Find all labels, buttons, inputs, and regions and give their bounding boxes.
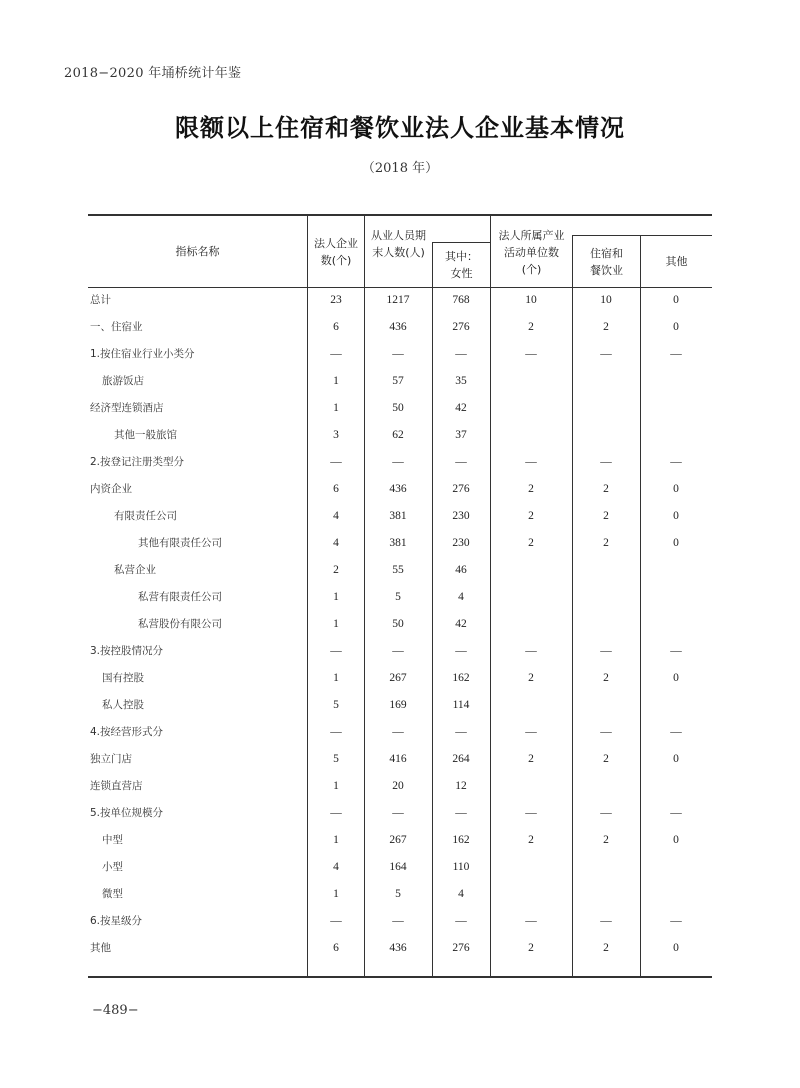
row-value: 0 (673, 321, 679, 333)
row-value: 5 (333, 753, 339, 765)
table-row (88, 773, 712, 800)
row-value: — (455, 726, 467, 738)
row-value: 1 (333, 780, 339, 792)
row-value: 768 (452, 294, 470, 306)
row-value: 436 (389, 483, 407, 495)
row-value: — (455, 645, 467, 657)
header-indicator: 指标名称 (175, 245, 220, 258)
row-value: 2 (528, 321, 534, 333)
row-value: 6 (333, 942, 339, 954)
row-label: 私人控股 (102, 699, 144, 711)
table-row (88, 746, 712, 773)
table-row (88, 476, 712, 503)
row-value: — (330, 915, 342, 927)
row-value: — (670, 807, 682, 819)
row-label: 中型 (102, 834, 123, 846)
row-value: — (392, 456, 404, 468)
row-value: — (600, 645, 612, 657)
row-value (491, 584, 571, 611)
row-label: 总计 (90, 294, 111, 306)
row-value: 3 (333, 429, 339, 441)
table-row (88, 314, 712, 341)
row-value: — (525, 456, 537, 468)
row-value (573, 692, 639, 719)
row-value: 6 (333, 321, 339, 333)
row-value: 1 (333, 402, 339, 414)
row-value: 50 (392, 402, 404, 414)
row-value: 2 (603, 834, 609, 846)
row-value: — (330, 726, 342, 738)
row-value: 110 (452, 861, 470, 873)
row-value: — (670, 726, 682, 738)
table-row (88, 881, 712, 908)
row-value (641, 881, 711, 908)
table-row (88, 719, 712, 746)
row-value: 12 (455, 780, 467, 792)
row-value: 62 (392, 429, 404, 441)
row-value: 2 (528, 672, 534, 684)
row-value (491, 854, 571, 881)
row-value: — (600, 456, 612, 468)
table-row (88, 665, 712, 692)
row-value (491, 773, 571, 800)
row-value (573, 854, 639, 881)
row-value (641, 773, 711, 800)
row-value (641, 557, 711, 584)
row-value: 2 (603, 321, 609, 333)
row-label: 国有控股 (102, 672, 144, 684)
row-value: 267 (389, 672, 407, 684)
table-row (88, 908, 712, 935)
row-value: 436 (389, 321, 407, 333)
row-label: 3.按控股情况分 (90, 645, 164, 657)
row-label: 一、住宿业 (90, 321, 143, 333)
row-label: 内资企业 (90, 483, 132, 495)
row-value: 42 (455, 618, 467, 630)
row-value: 4 (333, 861, 339, 873)
row-value: — (392, 807, 404, 819)
table-row (88, 827, 712, 854)
row-label: 私营企业 (114, 564, 156, 576)
row-value: 0 (673, 483, 679, 495)
row-value: 1217 (386, 294, 410, 306)
row-value: 0 (673, 537, 679, 549)
row-value: 2 (333, 564, 339, 576)
row-value: — (670, 348, 682, 360)
row-value: 0 (673, 942, 679, 954)
table-row (88, 368, 712, 395)
row-value (573, 611, 639, 638)
row-value: 0 (673, 294, 679, 306)
row-value (491, 611, 571, 638)
table-row (88, 395, 712, 422)
row-value: — (392, 348, 404, 360)
row-label: 微型 (102, 888, 123, 900)
row-value: 23 (330, 294, 342, 306)
row-value: 0 (673, 510, 679, 522)
row-value: 2 (528, 834, 534, 846)
row-value: 2 (603, 942, 609, 954)
row-value: 2 (528, 753, 534, 765)
row-value (573, 368, 639, 395)
table-row (88, 935, 712, 962)
row-value: — (330, 645, 342, 657)
row-value: 55 (392, 564, 404, 576)
row-label: 2.按登记注册类型分 (90, 456, 185, 468)
table-row (88, 692, 712, 719)
row-value (641, 611, 711, 638)
row-value (573, 584, 639, 611)
row-value: 10 (600, 294, 612, 306)
row-value: 5 (395, 888, 401, 900)
header-employees: 从业人员期 末人数(人) (371, 228, 426, 259)
row-value: 5 (395, 591, 401, 603)
row-label: 其他 (90, 942, 111, 954)
row-value: 1 (333, 834, 339, 846)
row-value: — (670, 915, 682, 927)
header-female: 其中： 女性 (445, 250, 478, 280)
row-value: — (330, 456, 342, 468)
row-value: — (330, 348, 342, 360)
row-value: 2 (603, 510, 609, 522)
header-units: 法人所属产业 活动单位数 (个) (498, 229, 565, 276)
row-value: 276 (452, 483, 470, 495)
table-row (88, 557, 712, 584)
table-row (88, 341, 712, 368)
row-value: — (455, 807, 467, 819)
row-label: 5.按单位规模分 (90, 807, 164, 819)
row-value: 2 (603, 672, 609, 684)
row-value: — (525, 348, 537, 360)
row-value: — (330, 807, 342, 819)
header-enterprises: 法人企业 数(个) (314, 236, 358, 267)
row-value: 114 (452, 699, 470, 711)
table-row (88, 584, 712, 611)
row-value: 162 (452, 672, 470, 684)
row-value: 1 (333, 591, 339, 603)
row-value: — (455, 456, 467, 468)
running-head: 2018−2020 年埇桥统计年鉴 (64, 66, 242, 81)
row-value (573, 422, 639, 449)
row-value: — (600, 726, 612, 738)
row-label: 4.按经营形式分 (90, 726, 164, 738)
row-value: 2 (603, 537, 609, 549)
row-value: 1 (333, 618, 339, 630)
header-units-hospitality: 住宿和 餐饮业 (590, 246, 623, 277)
row-value (573, 881, 639, 908)
row-label: 私营股份有限公司 (138, 618, 222, 630)
table-bottom-rule (88, 976, 712, 978)
row-value: 0 (673, 753, 679, 765)
row-value: — (670, 645, 682, 657)
row-value: — (525, 726, 537, 738)
row-value: 2 (528, 510, 534, 522)
table-row (88, 287, 712, 314)
table-row (88, 449, 712, 476)
page-title: 限额以上住宿和餐饮业法人企业基本情况 (175, 113, 625, 142)
row-label: 6.按星级分 (90, 915, 143, 927)
row-value (641, 395, 711, 422)
row-value: 436 (389, 942, 407, 954)
row-label: 连锁直营店 (90, 780, 143, 792)
row-value: — (670, 456, 682, 468)
row-value: 276 (452, 942, 470, 954)
row-value: 230 (452, 510, 470, 522)
row-value: 267 (389, 834, 407, 846)
row-value: 276 (452, 321, 470, 333)
row-value: 2 (528, 537, 534, 549)
table-row (88, 503, 712, 530)
row-value: 1 (333, 375, 339, 387)
row-value: — (392, 645, 404, 657)
row-value: 2 (528, 942, 534, 954)
row-value: 4 (333, 510, 339, 522)
row-value (641, 692, 711, 719)
row-value: — (600, 348, 612, 360)
row-value: 264 (452, 753, 470, 765)
row-label: 有限责任公司 (114, 510, 177, 522)
row-label: 小型 (102, 861, 123, 873)
row-value: 10 (525, 294, 537, 306)
row-value: — (600, 915, 612, 927)
row-value: — (392, 915, 404, 927)
row-label: 其他有限责任公司 (138, 537, 222, 549)
row-value: 37 (455, 429, 467, 441)
row-value (491, 881, 571, 908)
row-label: 其他一般旅馆 (114, 429, 177, 441)
row-value (641, 422, 711, 449)
table-row (88, 611, 712, 638)
row-value (573, 395, 639, 422)
table-row (88, 422, 712, 449)
row-value: 381 (389, 537, 407, 549)
row-value: 4 (458, 591, 464, 603)
row-value: 35 (455, 375, 467, 387)
statistics-table (88, 214, 712, 978)
header-units-other: 其他 (665, 255, 688, 268)
row-label: 旅游饭店 (102, 375, 144, 387)
row-value: 1 (333, 672, 339, 684)
table-row (88, 530, 712, 557)
row-value: — (525, 915, 537, 927)
row-value (641, 368, 711, 395)
row-value: — (392, 726, 404, 738)
row-value (491, 557, 571, 584)
row-value: 20 (392, 780, 404, 792)
row-value (491, 692, 571, 719)
row-value: — (455, 915, 467, 927)
page-number: −489− (92, 1003, 139, 1018)
row-value: 5 (333, 699, 339, 711)
row-label: 私营有限责任公司 (138, 591, 222, 603)
row-label: 1.按住宿业行业小类分 (90, 348, 195, 360)
row-value (573, 557, 639, 584)
row-value: 0 (673, 672, 679, 684)
row-value: 1 (333, 888, 339, 900)
row-label: 独立门店 (90, 753, 132, 765)
row-value: 381 (389, 510, 407, 522)
table-row (88, 854, 712, 881)
row-value: 0 (673, 834, 679, 846)
row-value: — (525, 807, 537, 819)
row-value: 162 (452, 834, 470, 846)
row-value (491, 395, 571, 422)
row-value (491, 368, 571, 395)
row-value: 164 (389, 861, 407, 873)
row-value (641, 854, 711, 881)
row-value: 230 (452, 537, 470, 549)
row-value: 57 (392, 375, 404, 387)
row-value: 169 (389, 699, 407, 711)
row-value: 2 (528, 483, 534, 495)
row-value: 2 (603, 753, 609, 765)
row-value: 4 (333, 537, 339, 549)
page-subtitle: （2018 年） (361, 161, 439, 176)
row-value: 416 (389, 753, 407, 765)
table-row (88, 800, 712, 827)
row-value: 2 (603, 483, 609, 495)
row-value: 46 (455, 564, 467, 576)
row-value (573, 773, 639, 800)
row-label: 经济型连锁酒店 (90, 402, 164, 414)
row-value (491, 422, 571, 449)
row-value: — (455, 348, 467, 360)
row-value: 42 (455, 402, 467, 414)
row-value: 6 (333, 483, 339, 495)
row-value: 50 (392, 618, 404, 630)
row-value: 4 (458, 888, 464, 900)
table-row (88, 638, 712, 665)
row-value (641, 584, 711, 611)
row-value: — (525, 645, 537, 657)
row-value: — (600, 807, 612, 819)
